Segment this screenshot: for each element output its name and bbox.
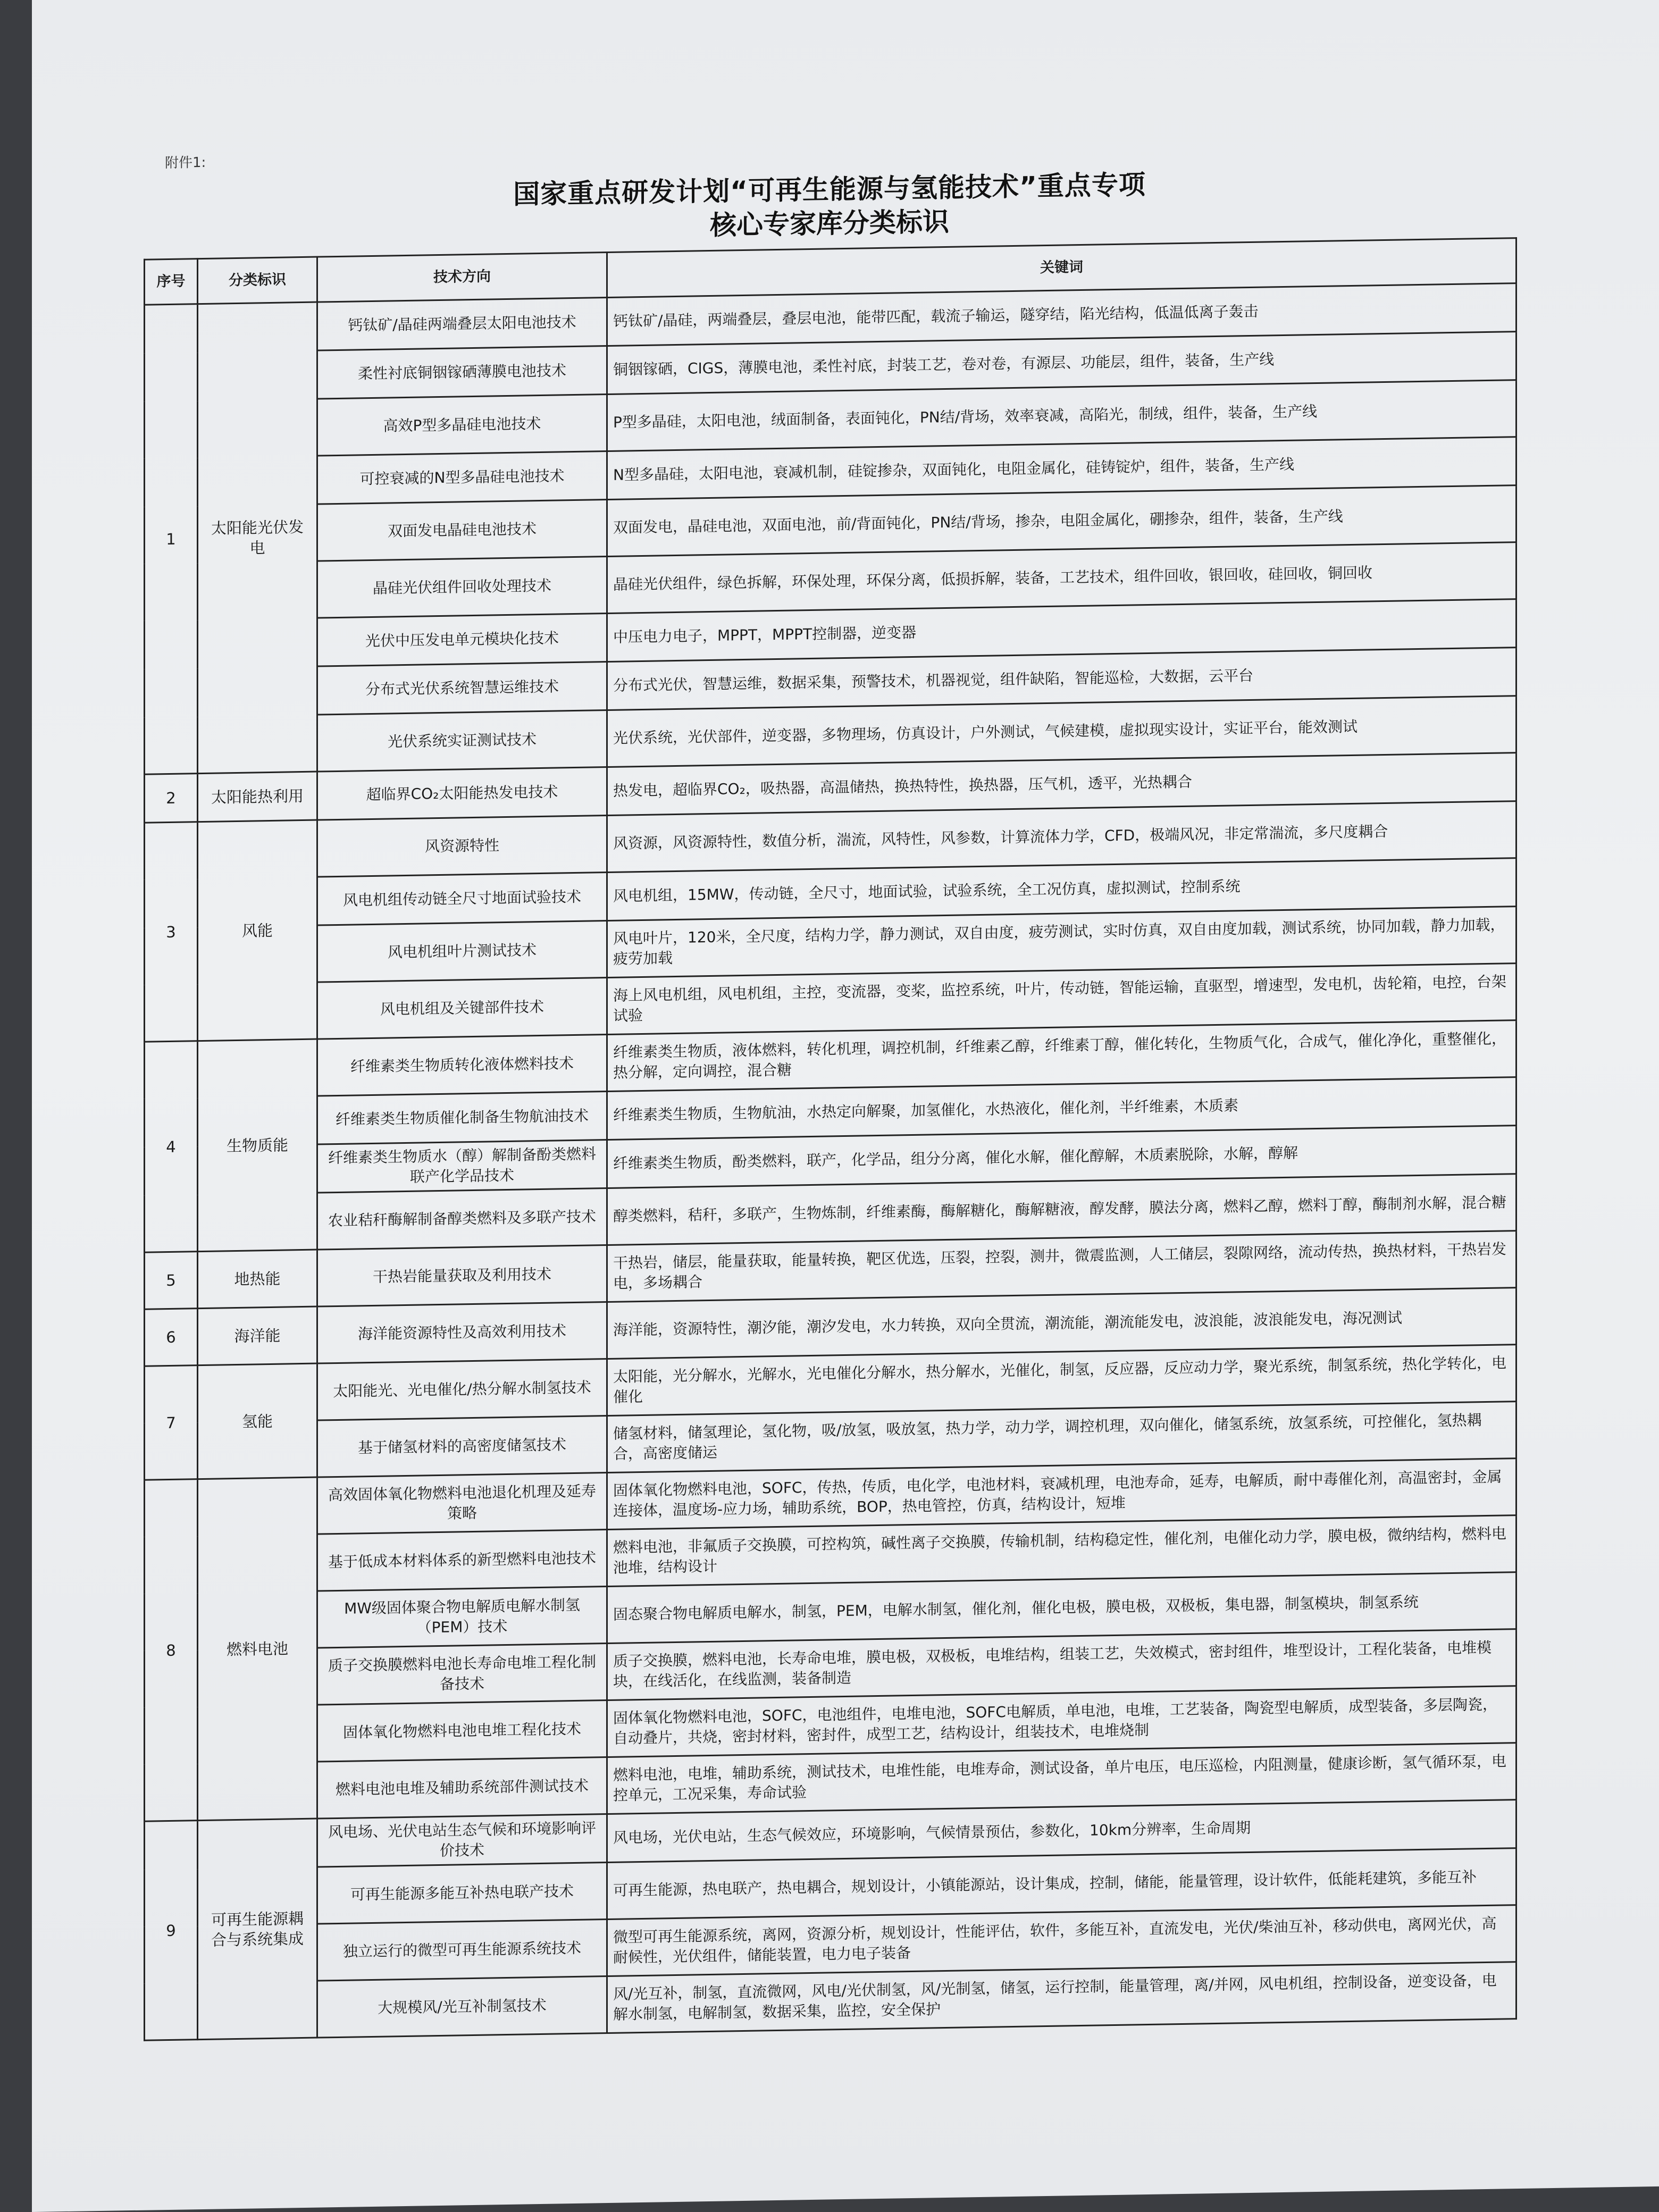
row-direction: 晶硅光伏组件回收处理技术 <box>317 557 607 618</box>
classification-table <box>144 237 1517 2041</box>
row-direction: 基于低成本材料体系的新型燃料电池技术 <box>317 1530 607 1591</box>
row-direction: 纤维素类生物质催化制备生物航油技术 <box>317 1092 607 1145</box>
row-keywords: 纤维素类生物质，液体燃料，转化机理，调控机制，纤维素乙醇，纤维素丁醇，催化转化，生物质气化，合成气，催化净化，重整催化，热分解，定向调控，混合糖 <box>607 1020 1516 1092</box>
document-title: 国家重点研发计划“可再生能源与氢能技术”重点专项 <box>513 169 1146 210</box>
row-direction: 纤维素类生物质水（醇）解制备酚类燃料联产化学品技术 <box>317 1140 607 1193</box>
row-direction: 分布式光伏系统智慧运维技术 <box>317 662 607 715</box>
row-keywords: 风电叶片，120米，全尺度，结构力学，静力测试，双自由度，疲劳测试，实时仿真，双自由度加载，测试系统，协同加载，静力加载，疲劳加载 <box>607 907 1516 978</box>
row-keywords: 可再生能源，热电联产，热电耦合，规划设计，小镇能源站，设计集成，控制，储能，能量管理，设计软件，低能耗建筑，多能互补 <box>607 1848 1516 1920</box>
row-keywords: 中压电力电子，MPPT，MPPT控制器，逆变器 <box>607 599 1516 662</box>
row-seq: 8 <box>145 1479 198 1822</box>
row-seq: 2 <box>145 774 198 823</box>
row-keywords: 海上风电机组，风电机组，主控，变流器，变桨，监控系统，叶片，传动链，智能运输，直驱型，增速型，发电机，齿轮箱，电控，台架试验 <box>607 963 1516 1035</box>
row-keywords: 双面发电，晶硅电池，双面电池，前/背面钝化，PN结/背场，掺杂，电阻金属化，硼掺杂，组件，装备，生产线 <box>607 485 1516 557</box>
row-keywords: 风电场，光伏电站，生态气候效应，环境影响，气候情景预估，参数化，10km分辨率，生命周期 <box>607 1800 1516 1863</box>
table-body <box>145 283 1516 2041</box>
row-direction: 风资源特性 <box>317 816 607 877</box>
row-seq: 4 <box>145 1041 198 1253</box>
row-keywords: 纤维素类生物质，酚类燃料，联产，化学品，组分分离，催化水解，催化醇解，木质素脱除，水解，醇解 <box>607 1126 1516 1188</box>
row-direction: 海洋能资源特性及高效利用技术 <box>317 1302 607 1364</box>
row-direction: 风电机组叶片测试技术 <box>317 921 607 983</box>
row-keywords: 储氢材料，储氢理论，氢化物，吸/放氢，吸放氢，热力学，动力学，调控机理，双向催化，储氢系统，放氢系统，可控催化，氢热耦合，高密度储运 <box>607 1402 1516 1473</box>
row-category: 风能 <box>198 820 317 1041</box>
document-subtitle: 核心专家库分类标识 <box>710 206 949 241</box>
row-direction: 光伏系统实证测试技术 <box>317 710 607 772</box>
row-direction: 基于储氢材料的高密度储氢技术 <box>317 1416 607 1478</box>
row-direction: 可再生能源多能互补热电联产技术 <box>317 1863 607 1924</box>
row-seq: 1 <box>145 304 198 775</box>
row-direction: 太阳能光、光电催化/热分解水制氢技术 <box>317 1359 607 1421</box>
row-keywords: 铜铟镓硒，CIGS，薄膜电池，柔性衬底，封装工艺，卷对卷，有源层、功能层，组件，装备，生产线 <box>607 332 1516 395</box>
row-keywords: 太阳能，光分解水，光解水，光电催化分解水，热分解水，光催化，制氢，反应器，反应动力学，聚光系统，制氢系统，热化学转化，电催化 <box>607 1345 1516 1416</box>
row-keywords: N型多晶硅，太阳电池，衰减机制，硅锭掺杂，双面钝化，电阻金属化，硅铸锭炉，组件，装备，生产线 <box>607 437 1516 500</box>
row-category: 燃料电池 <box>198 1477 317 1821</box>
row-seq: 6 <box>145 1309 198 1367</box>
row-keywords: 干热岩，储层，能量获取，能量转换，靶区优选，压裂，控裂，测井，微震监测，人工储层，裂隙网络，流动传热，换热材料，干热岩发电，多场耦合 <box>607 1231 1516 1302</box>
row-keywords: 海洋能，资源特性，潮汐能，潮汐发电，水力转换，双向全贯流，潮流能，潮流能发电，波浪能，波浪能发电，海况测试 <box>607 1288 1516 1359</box>
row-direction: 钙钛矿/晶硅两端叠层太阳电池技术 <box>317 298 607 351</box>
attachment-label: 附件1: <box>165 154 206 172</box>
row-keywords: 热发电，超临界CO₂，吸热器，高温储热，换热特性，换热器，压气机，透平，光热耦合 <box>607 753 1516 816</box>
row-seq: 9 <box>145 1821 198 2041</box>
document-page <box>32 0 1659 2212</box>
row-keywords: 纤维素类生物质，生物航油，水热定向解聚，加氢催化，水热液化，催化剂，半纤维素，木质素 <box>607 1077 1516 1140</box>
row-keywords: 风/光互补，制氢，直流微网，风电/光伏制氢，风/光制氢，储氢，运行控制，能量管理，离/并网，风电机组，控制设备，逆变设备，电解水制氢，电解制氢，数据采集，监控，安全保护 <box>607 1962 1516 2033</box>
row-keywords: 固体氧化物燃料电池，SOFC，传热，传质，电化学，电池材料，衰减机理，电池寿命，延寿，电解质，耐中毒催化剂，高温密封，金属连接体，温度场-应力场，辅助系统，BOP，热电管控，仿真，结构设计，短堆 <box>607 1459 1516 1530</box>
row-direction: 风电机组传动链全尺寸地面试验技术 <box>317 873 607 926</box>
header-seq: 序号 <box>145 259 198 305</box>
document-title-block <box>154 162 1505 251</box>
row-direction: 柔性衬底铜铟镓硒薄膜电池技术 <box>317 346 607 399</box>
row-direction: 独立运行的微型可再生能源系统技术 <box>317 1920 607 1981</box>
header-keywords: 关键词 <box>607 238 1516 298</box>
row-direction: 高效P型多晶硅电池技术 <box>317 395 607 456</box>
row-keywords: 燃料电池，电堆，辅助系统，测试技术，电堆性能，电堆寿命，测试设备，单片电压，电压巡检，内阻测量，健康诊断，氢气循环泵，电控单元，工况采集，寿命试验 <box>607 1743 1516 1814</box>
row-category: 太阳能光伏发电 <box>198 302 317 774</box>
row-keywords: 钙钛矿/晶硅，两端叠层，叠层电池，能带匹配，载流子输运，隧穿结，陷光结构，低温低离子轰击 <box>607 283 1516 346</box>
row-seq: 3 <box>145 822 198 1042</box>
row-direction: 固体氧化物燃料电池电堆工程化技术 <box>317 1700 607 1762</box>
row-seq: 7 <box>145 1365 198 1480</box>
row-direction: 风电场、光伏电站生态气候和环境影响评价技术 <box>317 1814 607 1867</box>
row-direction: 风电机组及关键部件技术 <box>317 978 607 1040</box>
row-direction: MW级固体聚合物电解质电解水制氢（PEM）技术 <box>317 1587 607 1648</box>
row-category: 太阳能热利用 <box>198 772 317 822</box>
row-category: 氢能 <box>198 1363 317 1479</box>
row-direction: 农业秸秆酶解制备醇类燃料及多联产技术 <box>317 1188 607 1250</box>
row-keywords: 分布式光伏，智慧运维，数据采集，预警技术，机器视觉，组件缺陷，智能巡检，大数据，云平台 <box>607 648 1516 710</box>
row-direction: 双面发电晶硅电池技术 <box>317 500 607 562</box>
header-direction: 技术方向 <box>317 253 607 303</box>
row-direction: 大规模风/光互补制氢技术 <box>317 1976 607 2038</box>
row-keywords: 燃料电池，非氟质子交换膜，可控构筑，碱性离子交换膜，传输机制，结构稳定性，催化剂，电催化动力学，膜电极，微纳结构，燃料电池堆，结构设计 <box>607 1515 1516 1587</box>
row-category: 可再生能源耦合与系统集成 <box>198 1819 317 2040</box>
row-direction: 纤维素类生物质转化液体燃料技术 <box>317 1035 607 1096</box>
row-direction: 干热岩能量获取及利用技术 <box>317 1245 607 1307</box>
row-direction: 光伏中压发电单元模块化技术 <box>317 614 607 667</box>
row-direction: 高效固体氧化物燃料电池退化机理及延寿策略 <box>317 1473 607 1535</box>
header-category: 分类标识 <box>198 257 317 304</box>
row-keywords: 醇类燃料，秸秆，多联产，生物炼制，纤维素酶，酶解糖化，酶解糖液，醇发酵，膜法分离，燃料乙醇，燃料丁醇，酶制剂水解，混合糖 <box>607 1174 1516 1245</box>
row-direction: 质子交换膜燃料电池长寿命电堆工程化制备技术 <box>317 1644 607 1705</box>
row-keywords: 风资源，风资源特性，数值分析，湍流，风特性，风参数，计算流体力学，CFD，极端风况，非定常湍流，多尺度耦合 <box>607 801 1516 873</box>
row-direction: 可控衰减的N型多晶硅电池技术 <box>317 451 607 505</box>
row-seq: 5 <box>145 1252 198 1310</box>
row-keywords: 固态聚合物电解质电解水，制氢，PEM，电解水制氢，催化剂，催化电极，膜电极，双极板，集电器，制氢模块，制氢系统 <box>607 1572 1516 1644</box>
row-direction: 燃料电池电堆及辅助系统部件测试技术 <box>317 1757 607 1819</box>
row-keywords: 晶硅光伏组件，绿色拆解，环保处理，环保分离，低损拆解，装备，工艺技术，组件回收，银回收，硅回收，铜回收 <box>607 542 1516 614</box>
row-category: 海洋能 <box>198 1306 317 1365</box>
row-keywords: 固体氧化物燃料电池，SOFC，电池组件，电堆电池，SOFC电解质，单电池，电堆，工艺装备，陶瓷型电解质，成型装备，多层陶瓷，自动叠片，共烧，密封材料，密封件，成型工艺，结构设计，组装技术，电堆烧制 <box>607 1686 1516 1757</box>
row-keywords: 风电机组，15MW，传动链，全尺寸，地面试验，试验系统，全工况仿真，虚拟测试，控制系统 <box>607 858 1516 921</box>
row-keywords: P型多晶硅，太阳电池，绒面制备，表面钝化，PN结/背场，效率衰减，高陷光，制绒，组件，装备，生产线 <box>607 380 1516 451</box>
row-direction: 超临界CO₂太阳能热发电技术 <box>317 767 607 820</box>
row-category: 地热能 <box>198 1250 317 1309</box>
row-category: 生物质能 <box>198 1039 317 1252</box>
row-keywords: 微型可再生能源系统，离网，资源分析，规划设计，性能评估，软件，多能互补，直流发电，光伏/柴油互补，移动供电，离网光伏，高耐候性，光伏组件，储能装置，电力电子装备 <box>607 1905 1516 1976</box>
row-keywords: 质子交换膜，燃料电池，长寿命电堆，膜电极，双极板，电堆结构，组装工艺，失效模式，密封组件，堆型设计，工程化装备，电堆模块，在线活化，在线监测，装备制造 <box>607 1629 1516 1700</box>
row-keywords: 光伏系统，光伏部件，逆变器，多物理场，仿真设计，户外测试，气候建模，虚拟现实设计，实证平台，能效测试 <box>607 696 1516 767</box>
